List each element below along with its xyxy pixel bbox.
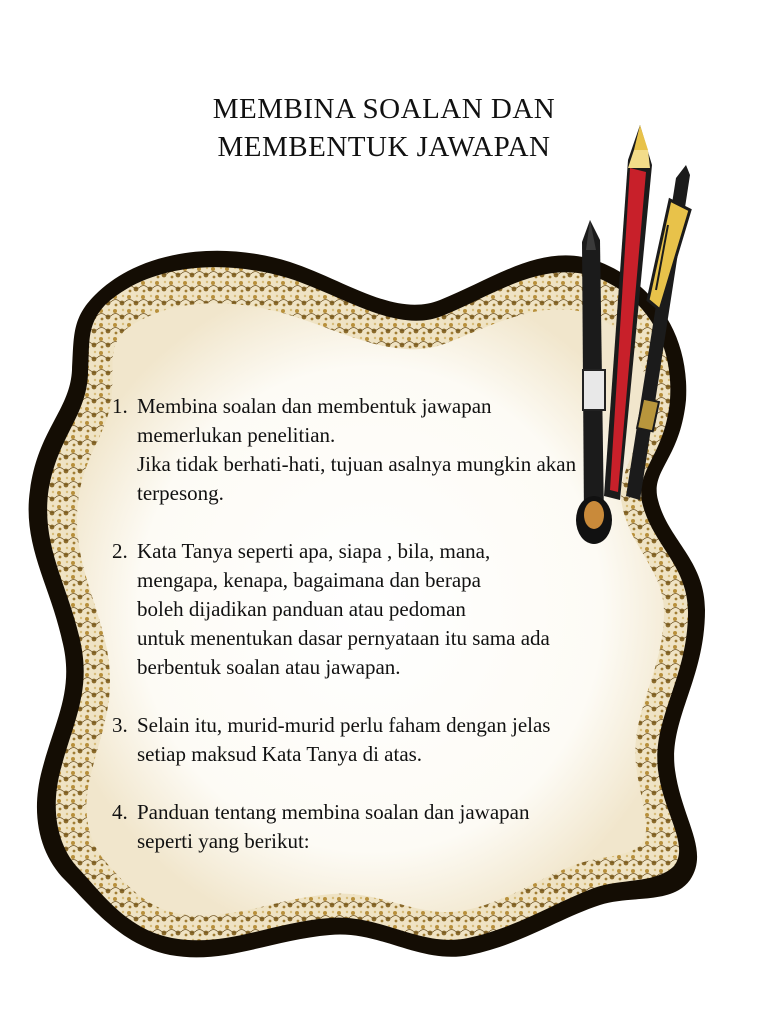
item-text (137, 537, 550, 682)
item-line: memerlukan penelitian. (137, 423, 336, 447)
item-line: Kata Tanya seperti apa, siapa , bila, mana, (137, 539, 491, 563)
item-text (137, 392, 576, 508)
title-line-1: MEMBINA SOALAN DAN (212, 93, 556, 125)
title-line-2: MEMBENTUK JAWAPAN (217, 131, 551, 163)
item-line: untuk menentukan dasar pernyataan itu sama ada (137, 626, 550, 650)
list-item (112, 711, 672, 769)
item-number: 2. (112, 539, 128, 563)
item-text (137, 798, 529, 856)
item-line: berbentuk soalan atau jawapan. (137, 655, 401, 679)
item-number: 1. (112, 394, 128, 418)
item-line: Selain itu, murid-murid perlu faham dengan jelas (137, 713, 551, 737)
item-number: 3. (112, 713, 128, 737)
item-line: setiap maksud Kata Tanya di atas. (137, 742, 423, 766)
item-line: terpesong. (137, 481, 224, 505)
item-text (137, 711, 550, 769)
list-item (112, 537, 672, 682)
item-line: Membina soalan dan membentuk jawapan (137, 394, 492, 418)
item-line: boleh dijadikan panduan atau pedoman (137, 597, 466, 621)
item-line: seperti yang berikut: (137, 829, 310, 853)
item-line: Jika tidak berhati-hati, tujuan asalnya mungkin akan (137, 452, 577, 476)
list-item (112, 392, 672, 508)
item-line: Panduan tentang membina soalan dan jawapan (137, 800, 530, 824)
item-line: mengapa, kenapa, bagaimana dan berapa (137, 568, 481, 592)
instruction-list (112, 392, 672, 885)
list-item (112, 798, 672, 856)
item-number: 4. (112, 800, 128, 824)
